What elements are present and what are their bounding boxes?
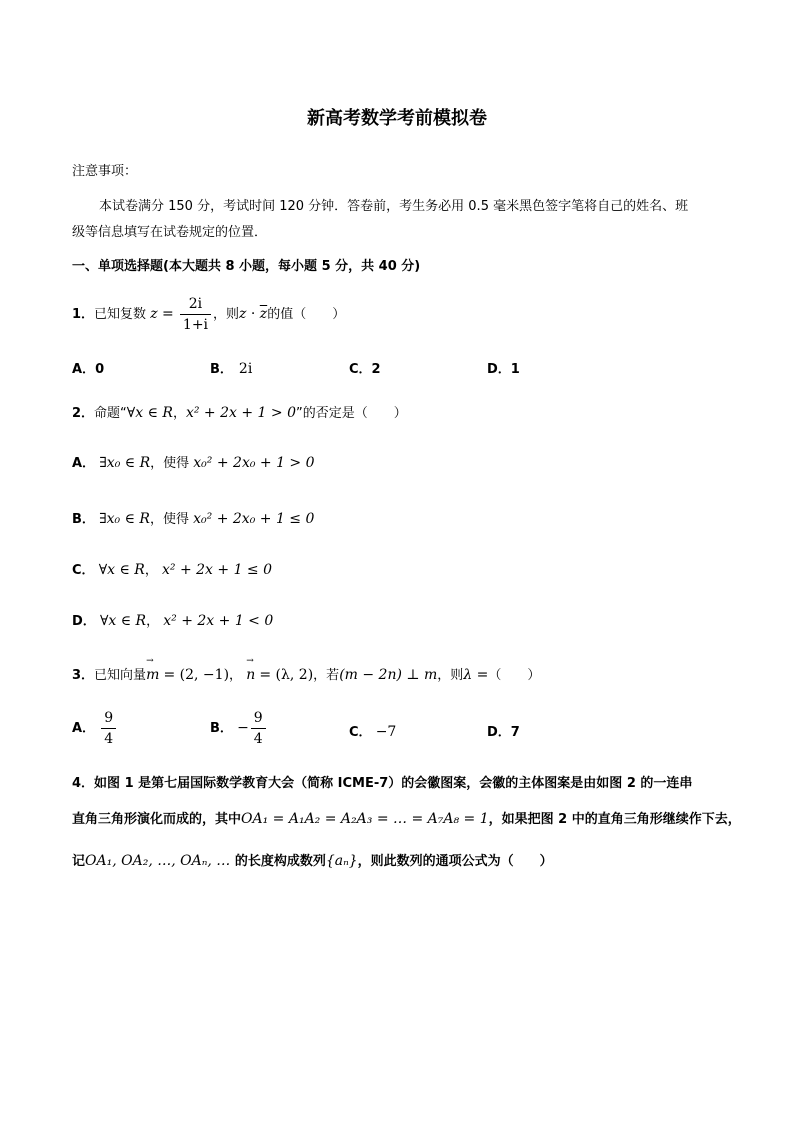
q2-post-text: ”的否定是（ ）: [296, 406, 407, 421]
q2-option-b: B． ∃x₀ ∈ R，使得 x₀² + 2x₀ + 1 ≤ 0: [72, 511, 315, 527]
q3-vector-m: → m: [146, 667, 159, 683]
q3-perp-condition: (m − 2n) ⊥ m: [339, 667, 438, 683]
q1-post-text: 的值（ ）: [267, 307, 346, 322]
q3-option-d: D．7: [487, 725, 520, 740]
question-1: [72, 296, 345, 333]
notice-heading: 注意事项：: [72, 164, 138, 179]
q3-m-def: = (2, −1): [163, 667, 230, 683]
notice-line-1: 本试卷满分 150 分，考试时间 120 分钟．答卷前，考生务必用 0.5 毫米黑色签字笔将自己的姓名、班: [99, 199, 689, 214]
q3-option-a: A． $\frac{9}{4}$: [72, 710, 118, 747]
q1-dot: ·: [246, 306, 260, 322]
q3-vector-n: → n: [246, 667, 255, 683]
q1-frac-den: 1+i: [182, 317, 209, 333]
question-4-line-2: 直角三角形演化而成的，其中OA₁ = A₁A₂ = A₂A₃ = … = A₇A₈ = 1，如果把图 2 中的直角三角形继续作下去，: [72, 811, 741, 827]
q2-option-d: D． ∀x ∈ R， x² + 2x + 1 < 0: [72, 613, 274, 629]
question-3: 3．已知向量→ m = (2, −1)， → n = (λ, 2)，若(m − 2n) ⊥ m，则λ =（ ）: [72, 664, 540, 683]
q2-option-c: C． ∀x ∈ R， x² + 2x + 1 ≤ 0: [72, 562, 273, 578]
question-4-line-1: 4．如图 1 是第七届国际数学教育大会（简称 ICME-7）的会徽图案，会徽的主体图案是由如图 2 的一连串: [72, 776, 693, 791]
page-title: 新高考数学考前模拟卷: [307, 108, 487, 129]
q3-option-b: B． − $\frac{9}{4}$: [210, 710, 268, 747]
q1-frac-num: 2i: [180, 296, 211, 315]
q1-option-d: D．1: [487, 362, 520, 377]
q1-z-eq: z =: [150, 306, 174, 322]
q3-n-def: = (λ, 2): [259, 667, 314, 683]
q2-inequality: x² + 2x + 1 > 0: [185, 405, 296, 421]
q1-fraction: [180, 296, 211, 333]
notice-line-2: 级等信息填写在试卷规定的位置．: [72, 225, 268, 240]
q3-option-c: C． −7: [349, 724, 397, 740]
q1-option-c: C．2: [349, 362, 381, 377]
q1-expr-zbar: $\overline{z}$: [259, 306, 268, 322]
q1-pre-text: 已知复数: [94, 307, 147, 322]
q2-forall: ∀x ∈ R: [126, 405, 173, 421]
q2-pre-text: 命题“: [94, 406, 127, 421]
q1-option-b: B． 2i: [210, 361, 253, 377]
q1-number: 1．: [72, 307, 95, 322]
q2-comma: ，: [172, 406, 186, 421]
q2-number: 2．: [72, 406, 95, 421]
question-2: [72, 402, 407, 421]
q3-lambda-eq: λ =: [463, 667, 489, 683]
q3-number: 3．: [72, 668, 95, 683]
question-4-line-3: 记OA₁, OA₂, …, OAₙ, … 的长度构成数列{aₙ}，则此数列的通项公式为（ ）: [72, 853, 553, 869]
section-1-heading: 一、单项选择题(本大题共 8 小题，每小题 5 分，共 40 分): [72, 259, 421, 274]
q2-option-a: A． ∃x₀ ∈ R，使得 x₀² + 2x₀ + 1 > 0: [72, 455, 315, 471]
q3-pre-text: 已知向量: [94, 668, 147, 683]
q1-mid-text: ，则: [213, 307, 240, 322]
q1-option-a: A．0: [72, 362, 105, 377]
q1-expr-z: z: [239, 306, 247, 322]
